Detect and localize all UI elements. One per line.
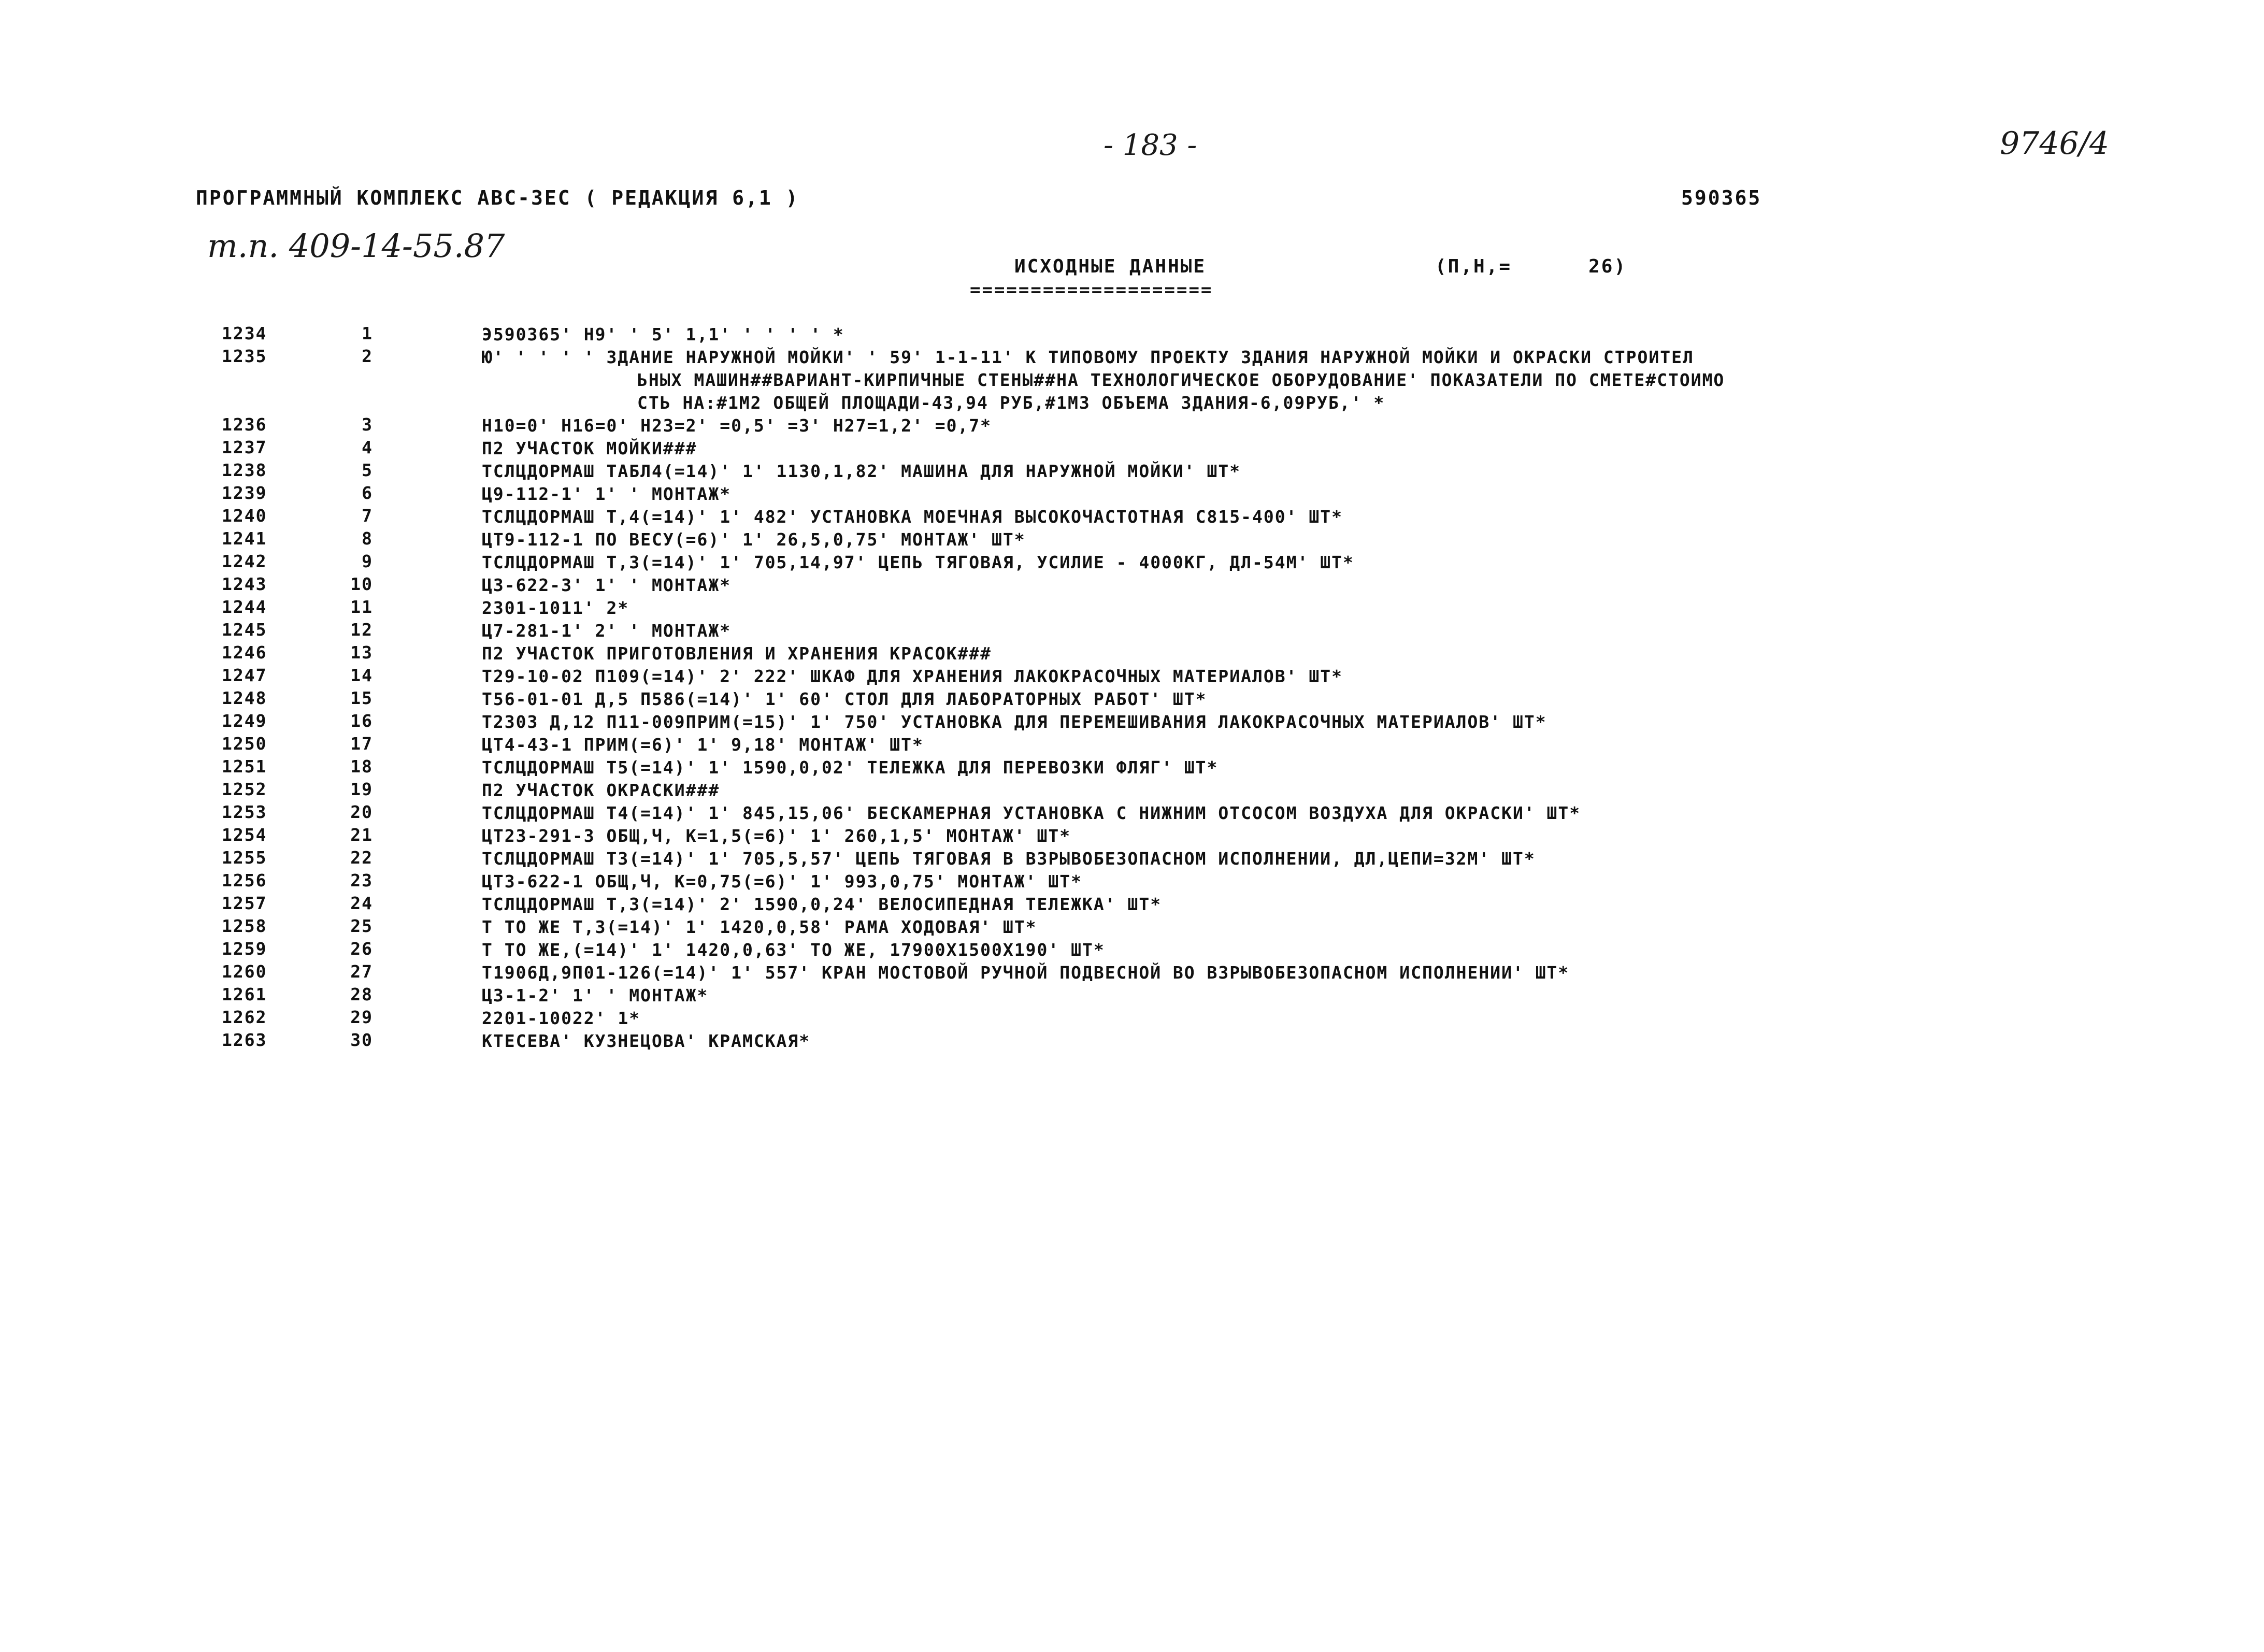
row-text: П2 УЧАСТОК ОКРАСКИ### xyxy=(482,780,720,800)
table-row xyxy=(0,734,2264,756)
row-text-line: ЬНЫХ МАШИН##ВАРИАНТ-КИРПИЧНЫЕ СТЕНЫ##НА ТЕХНОЛОГИЧЕСКОЕ ОБОРУДОВАНИЕ' ПОКАЗАТЕЛИ ПО СМЕТЕ#СТОИМО xyxy=(637,370,1725,390)
row-number: 29 xyxy=(350,1007,373,1027)
row-id: 1251 xyxy=(222,756,267,777)
row-id: 1247 xyxy=(222,665,267,685)
row-number: 6 xyxy=(362,483,373,503)
row-text: 2301-1011' 2* xyxy=(482,598,629,618)
table-row xyxy=(0,1030,2264,1053)
row-text: Ц3-622-3' 1' ' МОНТАЖ* xyxy=(482,575,732,595)
table-row xyxy=(0,688,2264,711)
param-value: 26) xyxy=(1588,256,1627,277)
row-number: 3 xyxy=(362,414,373,435)
row-id: 1255 xyxy=(222,847,267,868)
row-text: ЦТ3-622-1 ОБЩ,Ч, К=0,75(=6)' 1' 993,0,75' МОНТАЖ' ШТ* xyxy=(482,871,1082,892)
row-number: 7 xyxy=(362,506,373,526)
row-text: КТЕСЕВА' КУЗНЕЦОВА' КРАМСКАЯ* xyxy=(482,1031,811,1051)
row-text: Т ТО ЖЕ Т,3(=14)' 1' 1420,0,58' РАМА ХОДОВАЯ' ШТ* xyxy=(482,917,1037,937)
row-number: 15 xyxy=(350,688,373,708)
table-row xyxy=(0,825,2264,847)
document-title: ИСХОДНЫЕ ДАННЫЕ xyxy=(1014,256,1207,277)
row-id: 1250 xyxy=(222,734,267,754)
table-row xyxy=(0,483,2264,506)
row-text: Т ТО ЖЕ,(=14)' 1' 1420,0,63' ТО ЖЕ, 17900Х1500Х190' ШТ* xyxy=(482,940,1105,960)
row-text: ТСЛЦДОРМАШ Т,3(=14)' 2' 1590,0,24' ВЕЛОСИПЕДНАЯ ТЕЛЕЖКА' ШТ* xyxy=(482,894,1162,914)
row-id: 1246 xyxy=(222,642,267,663)
table-row xyxy=(0,893,2264,916)
table-row xyxy=(0,961,2264,984)
row-text: ТСЛЦДОРМАШ Т,3(=14)' 1' 705,14,97' ЦЕПЬ ТЯГОВАЯ, УСИЛИЕ - 4000КГ, ДЛ-54М' ШТ* xyxy=(482,552,1354,572)
table-row xyxy=(0,597,2264,620)
row-id: 1238 xyxy=(222,460,267,480)
row-id: 1252 xyxy=(222,779,267,799)
table-row xyxy=(0,414,2264,437)
row-id: 1239 xyxy=(222,483,267,503)
row-id: 1249 xyxy=(222,711,267,731)
row-text: Т1906Д,9П01-126(=14)' 1' 557' КРАН МОСТОВОЙ РУЧНОЙ ПОДВЕСНОЙ ВО ВЗРЫВОБЕЗОПАСНОМ ИСПОЛНЕНИИ' ШТ* xyxy=(482,963,1570,983)
row-text: ТСЛЦДОРМАШ ТАБЛ4(=14)' 1' 1130,1,82' МАШИНА ДЛЯ НАРУЖНОЙ МОЙКИ' ШТ* xyxy=(482,461,1241,481)
handwritten-project-note: т.п. 409-14-55.87 xyxy=(207,227,505,265)
row-number: 28 xyxy=(350,984,373,1004)
row-number: 4 xyxy=(362,437,373,457)
row-number: 24 xyxy=(350,893,373,913)
row-number: 18 xyxy=(350,756,373,777)
row-number: 10 xyxy=(350,574,373,594)
row-id: 1240 xyxy=(222,506,267,526)
param-label: (П,Н,= xyxy=(1435,256,1512,277)
table-row xyxy=(0,665,2264,688)
row-id: 1242 xyxy=(222,551,267,571)
row-text: Э590365' Н9' ' 5' 1,1' ' ' ' ' * xyxy=(482,324,844,344)
row-text: ЦТ4-43-1 ПРИМ(=6)' 1' 9,18' МОНТАЖ' ШТ* xyxy=(482,735,924,755)
row-text: Ц7-281-1' 2' ' МОНТАЖ* xyxy=(482,621,732,641)
row-text: ТСЛЦДОРМАШ Т4(=14)' 1' 845,15,06' БЕСКАМЕРНАЯ УСТАНОВКА С НИЖНИМ ОТСОСОМ ВОЗДУХА ДЛЯ ОКРАСКИ' ШТ* xyxy=(482,803,1581,823)
row-id: 1236 xyxy=(222,414,267,435)
row-id: 1237 xyxy=(222,437,267,457)
table-row xyxy=(0,437,2264,460)
param-block xyxy=(1435,256,1627,277)
row-number: 17 xyxy=(350,734,373,754)
row-number: 11 xyxy=(350,597,373,617)
row-text: Ц9-112-1' 1' ' МОНТАЖ* xyxy=(482,484,732,504)
table-row xyxy=(0,551,2264,574)
row-number: 1 xyxy=(362,323,373,343)
table-row xyxy=(0,756,2264,779)
row-text: Ц3-1-2' 1' ' МОНТАЖ* xyxy=(482,985,709,1005)
table-row xyxy=(0,847,2264,870)
row-id: 1244 xyxy=(222,597,267,617)
row-id: 1253 xyxy=(222,802,267,822)
row-number: 13 xyxy=(350,642,373,663)
row-id: 1254 xyxy=(222,825,267,845)
row-text: Н10=0' Н16=0' Н23=2' =0,5' =3' Н27=1,2' =0,7* xyxy=(482,415,992,436)
row-text-line: СТЬ НА:#1М2 ОБЩЕЙ ПЛОЩАДИ-43,94 РУБ,#1М3 ОБЪЕМА ЗДАНИЯ-6,09РУБ,' * xyxy=(637,393,1385,413)
table-row xyxy=(0,574,2264,597)
row-number: 20 xyxy=(350,802,373,822)
table-row xyxy=(0,323,2264,346)
row-id: 1261 xyxy=(222,984,267,1004)
row-id: 1256 xyxy=(222,870,267,890)
row-number: 2 xyxy=(362,346,373,366)
row-number: 8 xyxy=(362,528,373,549)
data-rows xyxy=(0,323,2264,1053)
table-row xyxy=(0,870,2264,893)
row-number: 25 xyxy=(350,916,373,936)
table-row xyxy=(0,1007,2264,1030)
table-row xyxy=(0,939,2264,961)
row-number: 26 xyxy=(350,939,373,959)
row-text: ТСЛЦДОРМАШ Т,4(=14)' 1' 482' УСТАНОВКА МОЕЧНАЯ ВЫСОКОЧАСТОТНАЯ С815-400' ШТ* xyxy=(482,507,1343,527)
table-row xyxy=(0,506,2264,528)
row-text: ТСЛЦДОРМАШ Т3(=14)' 1' 705,5,57' ЦЕПЬ ТЯГОВАЯ В ВЗРЫВОБЕЗОПАСНОМ ИСПОЛНЕНИИ, ДЛ,ЦЕПИ=32М' ШТ* xyxy=(482,849,1536,869)
table-row xyxy=(0,528,2264,551)
header-number: 590365 xyxy=(1681,186,1762,209)
row-text: 2201-10022' 1* xyxy=(482,1008,641,1028)
table-row xyxy=(0,642,2264,665)
row-number: 30 xyxy=(350,1030,373,1050)
row-text: Т29-10-02 П109(=14)' 2' 222' ШКАФ ДЛЯ ХРАНЕНИЯ ЛАКОКРАСОЧНЫХ МАТЕРИАЛОВ' ШТ* xyxy=(482,666,1343,686)
row-text: ТСЛЦДОРМАШ Т5(=14)' 1' 1590,0,02' ТЕЛЕЖКА ДЛЯ ПЕРЕВОЗКИ ФЛЯГ' ШТ* xyxy=(482,757,1219,778)
row-number: 12 xyxy=(350,620,373,640)
row-number: 27 xyxy=(350,961,373,982)
row-text-line: Ю' ' ' ' ' ЗДАНИЕ НАРУЖНОЙ МОЙКИ' ' 59' 1-1-11' К ТИПОВОМУ ПРОЕКТУ ЗДАНИЯ НАРУЖНОЙ МОЙКИ И ОКРАСКИ СТРОИТЕЛ xyxy=(482,347,1694,367)
row-id: 1248 xyxy=(222,688,267,708)
table-row xyxy=(0,779,2264,802)
row-id: 1258 xyxy=(222,916,267,936)
row-id: 1243 xyxy=(222,574,267,594)
row-text: Т56-01-01 Д,5 П586(=14)' 1' 60' СТОЛ ДЛЯ ЛАБОРАТОРНЫХ РАБОТ' ШТ* xyxy=(482,689,1207,709)
row-number: 23 xyxy=(350,870,373,890)
row-id: 1235 xyxy=(222,346,267,366)
row-number: 5 xyxy=(362,460,373,480)
row-text xyxy=(482,346,2223,414)
row-number: 21 xyxy=(350,825,373,845)
table-row xyxy=(0,802,2264,825)
row-number: 14 xyxy=(350,665,373,685)
program-header: ПРОГРАММНЫЙ КОМПЛЕКС АВС-3ЕС ( РЕДАКЦИЯ 6,1 ) xyxy=(196,186,799,209)
row-id: 1260 xyxy=(222,961,267,982)
row-text: ЦТ9-112-1 ПО ВЕСУ(=6)' 1' 26,5,0,75' МОНТАЖ' ШТ* xyxy=(482,529,1026,550)
table-row xyxy=(0,346,2264,414)
table-row xyxy=(0,460,2264,483)
row-number: 19 xyxy=(350,779,373,799)
document-code: 9746/4 xyxy=(2000,125,2110,162)
row-text: ЦТ23-291-3 ОБЩ,Ч, К=1,5(=6)' 1' 260,1,5' МОНТАЖ' ШТ* xyxy=(482,826,1071,846)
row-id: 1263 xyxy=(222,1030,267,1050)
row-id: 1245 xyxy=(222,620,267,640)
row-text: П2 УЧАСТОК МОЙКИ### xyxy=(482,438,697,458)
row-number: 9 xyxy=(362,551,373,571)
table-row xyxy=(0,916,2264,939)
row-id: 1262 xyxy=(222,1007,267,1027)
row-id: 1234 xyxy=(222,323,267,343)
title-underline: ==================== xyxy=(970,280,1213,300)
row-text: П2 УЧАСТОК ПРИГОТОВЛЕНИЯ И ХРАНЕНИЯ КРАСОК### xyxy=(482,643,992,664)
row-id: 1259 xyxy=(222,939,267,959)
row-number: 22 xyxy=(350,847,373,868)
row-text: Т2303 Д,12 П11-009ПРИМ(=15)' 1' 750' УСТАНОВКА ДЛЯ ПЕРЕМЕШИВАНИЯ ЛАКОКРАСОЧНЫХ МАТЕРИАЛОВ' ШТ* xyxy=(482,712,1547,732)
table-row xyxy=(0,984,2264,1007)
row-id: 1241 xyxy=(222,528,267,549)
row-id: 1257 xyxy=(222,893,267,913)
page-number: - 183 - xyxy=(1104,128,1197,162)
table-row xyxy=(0,620,2264,642)
table-row xyxy=(0,711,2264,734)
row-number: 16 xyxy=(350,711,373,731)
